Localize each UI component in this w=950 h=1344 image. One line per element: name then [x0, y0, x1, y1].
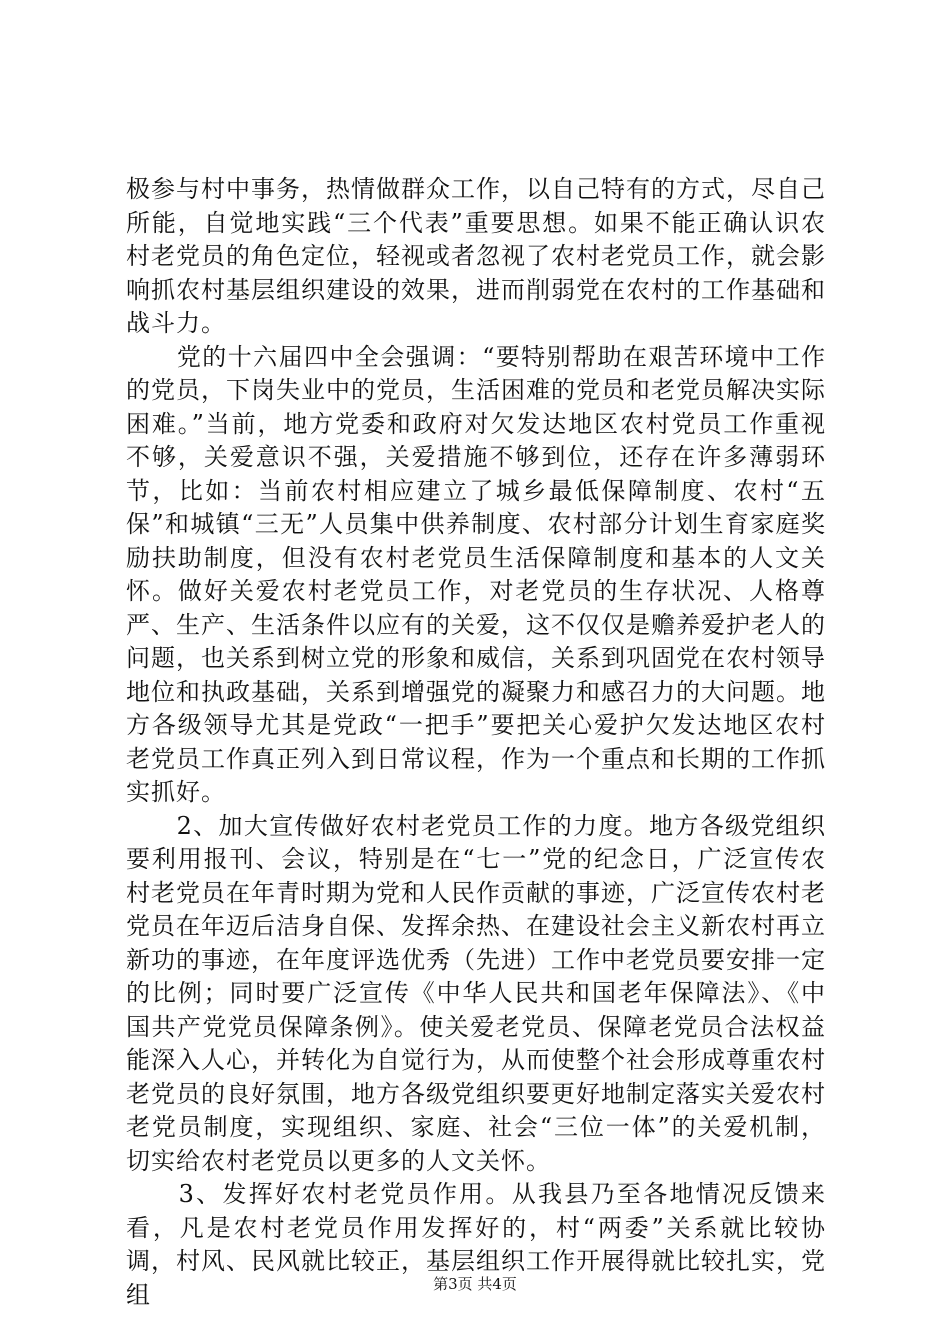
paragraph-2: 党的十六届四中全会强调：“要特别帮助在艰苦环境中工作的党员，下岗失业中的党员，生活困难的党员和老党员解决实际困难。”当前，地方党委和政府对欠发达地区农村党员工作重视不够，关爱意识不强，关爱措施不够到位，还存在许多薄弱环节，比如：当前农村相应建立了城乡最低保障制度、农村“五保”和城镇“三无”人员集中供养制度、农村部分计划生育家庭奖励扶助制度，但没有农村老党员生活保障制度和基本的人文关怀。做好关爱农村老党员工作，对老党员的生存状况、人格尊严、生产、生活条件以应有的关爱，这不仅仅是赡养爱护老人的问题，也关系到树立党的形象和威信，关系到巩固党在农村领导地位和执政基础，关系到增强党的凝聚力和感召力的大问题。地方各级领导尤其是党政“一把手”要把关心爱护欠发达地区农村老党员工作真正列入到日常议程，作为一个重点和长期的工作抓实抓好。: [126, 342, 826, 806]
page-footer: 第3页 共4页: [433, 1275, 517, 1293]
paragraph-3: 2、加大宣传做好农村老党员工作的力度。地方各级党组织要利用报刊、会议，特别是在“七一”党的纪念日，广泛宣传农村老党员在年青时期为党和人民作贡献的事迹，广泛宣传农村老党员在年迈后洁身自保、发挥余热、在建设社会主义新农村再立新功的事迹，在年度评选优秀（先进）工作中老党员要安排一定的比例；同时要广泛宣传《中华人民共和国老年保障法》、《中国共产党党员保障条例》。使关爱老党员、保障老党员合法权益能深入人心，并转化为自觉行为，从而使整个社会形成尊重农村老党员的良好氛围，地方各级党组织要更好地制定落实关爱农村老党员制度，实现组织、家庭、社会“三位一体”的关爱机制，切实给农村老党员以更多的人文关怀。: [126, 811, 826, 1175]
body-text: [126, 173, 826, 1312]
paragraph-1: 极参与村中事务，热情做群众工作，以自己特有的方式，尽自己所能，自觉地实践“三个代表”重要思想。如果不能正确认识农村老党员的角色定位，轻视或者忽视了农村老党员工作，就会影响抓农村基层组织建设的效果，进而削弱党在农村的工作基础和战斗力。: [126, 175, 826, 337]
paragraph-4: 3、发挥好农村老党员作用。从我县乃至各地情况反馈来看，凡是农村老党员作用发挥好的，村“两委”关系就比较协调，村风、民风就比较正，基层组织工作开展得就比较扎实，党组: [126, 1180, 826, 1309]
